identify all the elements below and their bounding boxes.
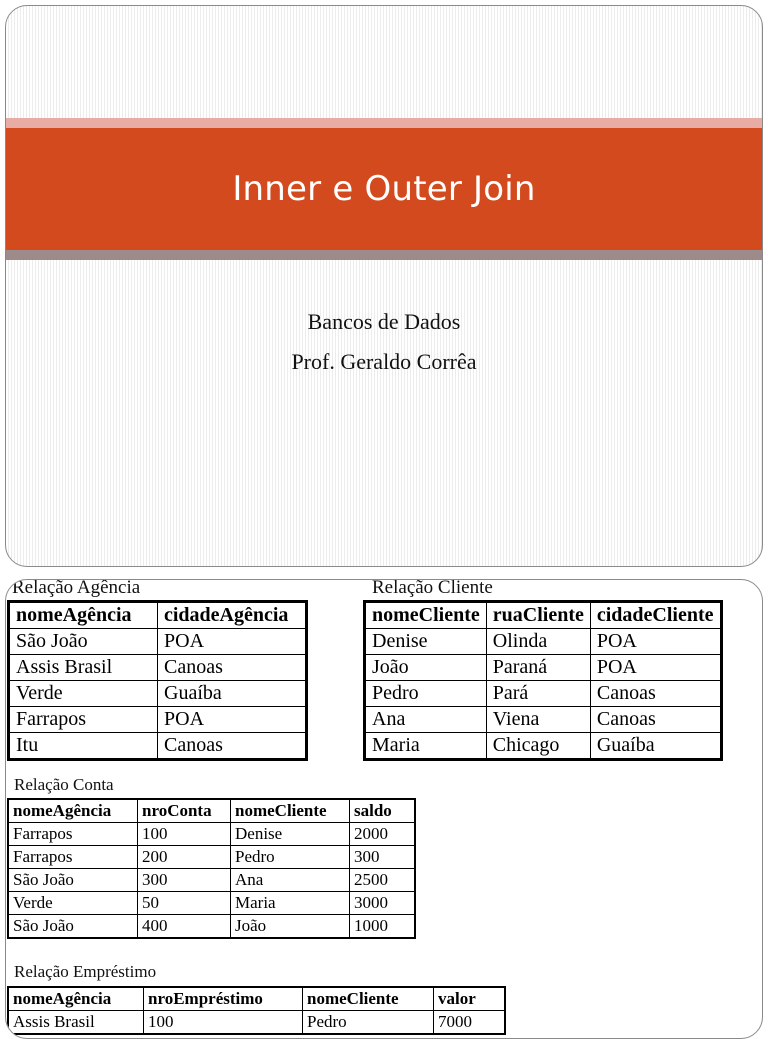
table-header-row [8, 987, 505, 1011]
title-band-bottom [6, 250, 762, 260]
cell: 100 [138, 823, 231, 846]
cell: 2000 [350, 823, 416, 846]
col-header: cidadeAgência [158, 602, 307, 629]
cell: 1000 [350, 915, 416, 939]
cell: Canoas [158, 655, 307, 681]
cell: Paraná [486, 655, 590, 681]
col-header: nomeCliente [231, 799, 350, 823]
table-row [9, 655, 307, 681]
cell: 3000 [350, 892, 416, 915]
table-row [365, 655, 722, 681]
cell: Verde [8, 892, 138, 915]
col-header: nroConta [138, 799, 231, 823]
cell: Denise [231, 823, 350, 846]
table-row [8, 892, 415, 915]
relations-slide [5, 579, 763, 1039]
title-band-top [6, 118, 762, 128]
cell: Guaíba [590, 733, 721, 760]
title-slide [5, 5, 763, 567]
table-header-row [8, 799, 415, 823]
table-header-row [9, 602, 307, 629]
cell: Farrapos [8, 823, 138, 846]
cell: São João [8, 869, 138, 892]
cell: Farrapos [9, 707, 158, 733]
cell: Verde [9, 681, 158, 707]
table-row [365, 681, 722, 707]
col-header: ruaCliente [486, 602, 590, 629]
cell: 300 [350, 846, 416, 869]
cell: Assis Brasil [9, 655, 158, 681]
caption-emprestimo: Relação Empréstimo [14, 962, 157, 981]
slide-subtitle [6, 302, 762, 382]
table-row [365, 733, 722, 760]
table-header-row [365, 602, 722, 629]
table-row [365, 629, 722, 655]
table-row [8, 869, 415, 892]
col-header: nomeAgência [8, 799, 138, 823]
cell: Maria [365, 733, 487, 760]
col-header: cidadeCliente [590, 602, 721, 629]
col-header: nomeAgência [8, 987, 144, 1011]
table-cliente [363, 600, 723, 761]
cell: Olinda [486, 629, 590, 655]
cell: Canoas [158, 733, 307, 760]
table-row [8, 1011, 505, 1035]
cell: POA [590, 655, 721, 681]
col-header: nomeAgência [9, 602, 158, 629]
subtitle-professor: Prof. Geraldo Corrêa [291, 349, 477, 374]
caption-cliente: Relação Cliente [372, 579, 493, 598]
col-header: nomeCliente [303, 987, 434, 1011]
table-row [365, 707, 722, 733]
col-header: saldo [350, 799, 416, 823]
cell: Canoas [590, 681, 721, 707]
table-row [8, 823, 415, 846]
cell: 200 [138, 846, 231, 869]
cell: Assis Brasil [8, 1011, 144, 1035]
col-header: nomeCliente [365, 602, 487, 629]
cell: São João [9, 629, 158, 655]
table-row [9, 681, 307, 707]
cell: Denise [365, 629, 487, 655]
table-row [8, 915, 415, 939]
cell: 300 [138, 869, 231, 892]
cell: Pedro [231, 846, 350, 869]
cell: Viena [486, 707, 590, 733]
cell: São João [8, 915, 138, 939]
cell: 7000 [434, 1011, 506, 1035]
cell: Guaíba [158, 681, 307, 707]
cell: Pedro [303, 1011, 434, 1035]
caption-conta: Relação Conta [14, 775, 114, 794]
slide-title: Inner e Outer Join [232, 169, 536, 209]
title-band [6, 128, 762, 250]
cell: 2500 [350, 869, 416, 892]
table-row [8, 846, 415, 869]
cell: Pedro [365, 681, 487, 707]
table-conta [7, 798, 416, 939]
table-agencia [7, 600, 308, 761]
cell: Ana [231, 869, 350, 892]
cell: POA [590, 629, 721, 655]
cell: 50 [138, 892, 231, 915]
cell: Canoas [590, 707, 721, 733]
cell: 100 [144, 1011, 303, 1035]
table-row [9, 707, 307, 733]
cell: Itu [9, 733, 158, 760]
cell: 400 [138, 915, 231, 939]
cell: Farrapos [8, 846, 138, 869]
caption-agencia: Relação Agência [12, 579, 141, 598]
cell: Ana [365, 707, 487, 733]
cell: Chicago [486, 733, 590, 760]
cell: João [231, 915, 350, 939]
table-row [9, 733, 307, 760]
cell: POA [158, 707, 307, 733]
col-header: nroEmpréstimo [144, 987, 303, 1011]
cell: Pará [486, 681, 590, 707]
col-header: valor [434, 987, 506, 1011]
cell: POA [158, 629, 307, 655]
subtitle-course: Bancos de Dados [307, 309, 461, 334]
cell: João [365, 655, 487, 681]
table-row [9, 629, 307, 655]
table-emprestimo [7, 986, 506, 1035]
cell: Maria [231, 892, 350, 915]
